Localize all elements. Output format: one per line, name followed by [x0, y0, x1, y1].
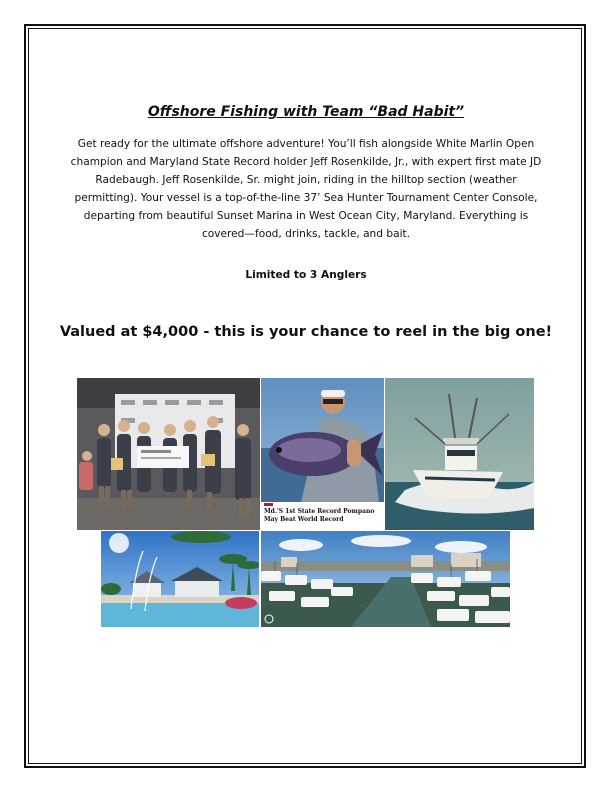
photo-marina-pool: [101, 531, 259, 627]
photo-record-pompano: [261, 378, 384, 530]
description-paragraph: Get ready for the ultimate offshore adventure! You’ll fish alongside White Marlin Open champion and Maryland State Record holder Jeff Rosenkilde, Jr., with expert first mate JD Radebaugh. Jeff Rosenkilde, Sr. might join, riding in the hilltop section (weather permitting). Your vessel is a top-of-the-line 37’ Sea Hunter Tournament Center Console, departing from beautiful Sunset Marina in West Ocean City, Maryland. Everything is covered—food, drinks, tackle, and bait.: [70, 138, 542, 240]
photo-award-ceremony: [77, 378, 260, 530]
value-statement: Valued at $4,000 - this is your chance to reel in the big one!: [59, 324, 553, 340]
pompano-caption-box: [261, 502, 384, 530]
page-title: Offshore Fishing with Team “Bad Habit”: [147, 104, 465, 120]
photo-sunset-marina-harbor: [261, 531, 510, 627]
caption-tag: [264, 503, 273, 506]
angler-limit: Limited to 3 Anglers: [245, 269, 367, 281]
pompano-caption: Md.'S 1st State Record Pompano May Beat World Record: [264, 508, 375, 523]
photo-center-console-boat: [385, 378, 534, 530]
